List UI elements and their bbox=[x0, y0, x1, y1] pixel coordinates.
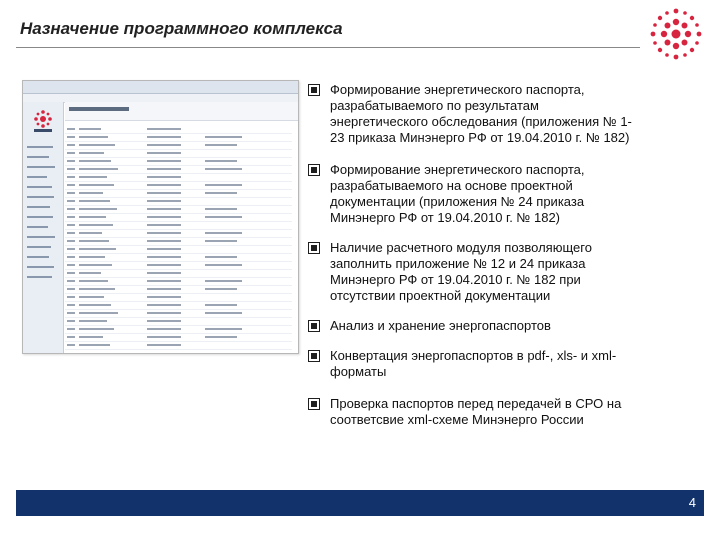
checkbox-bullet-icon bbox=[308, 350, 320, 362]
feature-item bbox=[308, 162, 703, 226]
app-panel-header bbox=[65, 102, 298, 121]
feature-text-line: соответсвие xml-схеме Минэнерго России bbox=[330, 412, 584, 427]
footer-bar bbox=[16, 490, 704, 516]
checkbox-bullet-icon bbox=[308, 320, 320, 332]
app-sidebar bbox=[23, 102, 64, 353]
feature-item bbox=[308, 240, 703, 304]
feature-text-line: Минэнерго РФ от 19.04.2010 г. № 182 при bbox=[330, 272, 581, 287]
feature-text-line: документации (приложения № 24 приказа bbox=[330, 194, 585, 209]
feature-text-line: Наличие расчетного модуля позволяющего bbox=[330, 240, 592, 255]
slide-title: Назначение программного комплекса bbox=[20, 19, 343, 38]
checkbox-bullet-icon bbox=[308, 398, 320, 410]
feature-text-line: Минэнерго РФ от 19.04.2010 г. № 182) bbox=[330, 210, 561, 225]
feature-item bbox=[308, 82, 703, 146]
feature-text-line: энергетического обследования (приложения № 1- bbox=[330, 114, 632, 129]
feature-list bbox=[308, 82, 703, 428]
feature-text-line: заполнить приложение № 12 и 24 приказа bbox=[330, 256, 586, 271]
feature-text-line: Формирование энергетического паспорта, bbox=[330, 82, 585, 97]
feature-text-line: Конвертация энергопаспортов в pdf-, xls- и xml- bbox=[330, 348, 617, 363]
feature-text-line: разрабатываемого по результатам bbox=[330, 98, 539, 113]
feature-text-line: разрабатываемого на основе проектной bbox=[330, 178, 573, 193]
feature-text-line: 23 приказа Минэнерго РФ от 19.04.2010 г. № 182) bbox=[330, 130, 630, 145]
software-screenshot bbox=[22, 80, 299, 354]
feature-item bbox=[308, 348, 703, 380]
browser-titlebar bbox=[23, 81, 298, 94]
checkbox-bullet-icon bbox=[308, 164, 320, 176]
page-number: 4 bbox=[688, 495, 696, 510]
feature-text-line: форматы bbox=[330, 364, 387, 379]
feature-item bbox=[308, 396, 703, 428]
checkbox-bullet-icon bbox=[308, 242, 320, 254]
app-table bbox=[65, 126, 292, 350]
feature-text-line: Формирование энергетического паспорта, bbox=[330, 162, 585, 177]
feature-text-line: отсутствии проектной документации bbox=[330, 288, 551, 303]
title-divider bbox=[16, 47, 640, 48]
checkbox-bullet-icon bbox=[308, 84, 320, 96]
feature-text-line: Проверка паспортов перед передачей в СРО на bbox=[330, 396, 622, 411]
feature-text-line: Анализ и хранение энергопаспортов bbox=[330, 318, 551, 333]
app-main-panel bbox=[65, 102, 298, 353]
sidebar-logo-icon bbox=[29, 108, 57, 134]
company-logo bbox=[646, 4, 706, 64]
feature-item bbox=[308, 318, 703, 334]
